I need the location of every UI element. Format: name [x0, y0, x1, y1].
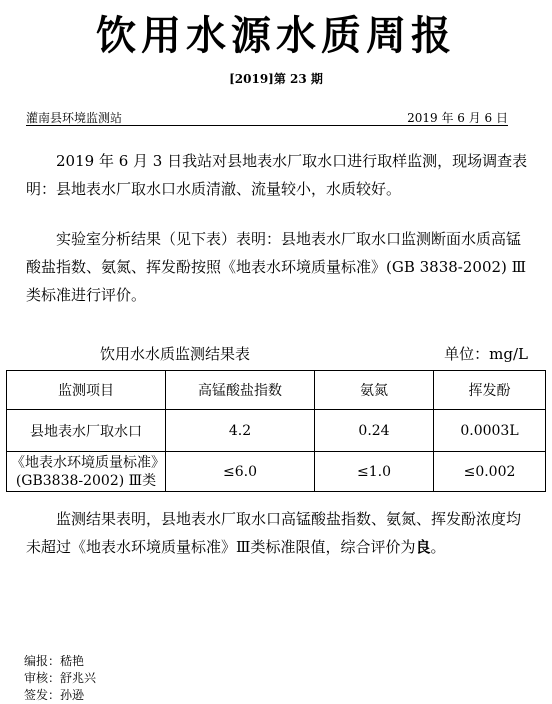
table-row — [7, 452, 546, 492]
table-row — [7, 410, 546, 452]
results-table — [6, 370, 546, 492]
cell-ammonia: ≤1.0 — [315, 452, 434, 492]
signature-editor: 编报：嵇艳 — [24, 654, 85, 668]
paragraph-sampling: 2019 年 6 月 3 日我站对县地表水厂取水口进行取样监测，现场调查表明：县地表水厂取水口水质清澈、流量较小，水质较好。 — [26, 152, 528, 198]
signature-reviewer: 审核：舒兆兴 — [24, 671, 97, 685]
cell-phenol: ≤0.002 — [434, 452, 546, 492]
table-unit: 单位：mg/L — [444, 345, 528, 363]
paragraph-analysis: 实验室分析结果（见下表）表明：县地表水厂取水口监测断面水质高锰酸盐指数、氨氮、挥发酚按照《地表水环境质量标准》(GB 3838-2002) Ⅲ类标准进行评价。 — [26, 230, 527, 304]
header-item: 监测项目 — [7, 371, 166, 410]
cell-ammonia: 0.24 — [315, 410, 434, 452]
row-label — [7, 452, 166, 492]
conclusion-rating: 良 — [415, 538, 431, 556]
paragraph-conclusion — [26, 505, 528, 561]
conclusion-text: 监测结果表明，县地表水厂取水口高锰酸盐指数、氨氮、挥发酚浓度均未超过《地表水环境质量标准》Ⅲ类标准限值，综合评价为 — [26, 510, 522, 556]
document-title: 饮用水源水质周报 — [96, 13, 456, 59]
organization-name: 灌南县环境监测站 — [26, 111, 123, 125]
table-caption: 饮用水水质监测结果表 — [100, 345, 251, 363]
cell-permanganate: 4.2 — [166, 410, 315, 452]
header-permanganate: 高锰酸盐指数 — [166, 371, 315, 410]
report-date: 2019 年 6 月 6 日 — [407, 111, 508, 125]
table-header-row — [7, 371, 546, 410]
standard-code: (GB3838-2002) Ⅲ类 — [15, 472, 157, 489]
row-label: 县地表水厂取水口 — [7, 410, 166, 452]
header-phenol: 挥发酚 — [434, 371, 546, 410]
cell-phenol: 0.0003L — [434, 410, 546, 452]
signature-issuer: 签发：孙逊 — [24, 688, 85, 702]
issue-number: [2019]第 23 期 — [229, 72, 323, 86]
conclusion-end: 。 — [430, 538, 446, 556]
header-ammonia: 氨氮 — [315, 371, 434, 410]
standard-name: 《地表水环境质量标准》 — [11, 454, 165, 471]
header-meta-row — [26, 107, 508, 126]
cell-permanganate: ≤6.0 — [166, 452, 315, 492]
